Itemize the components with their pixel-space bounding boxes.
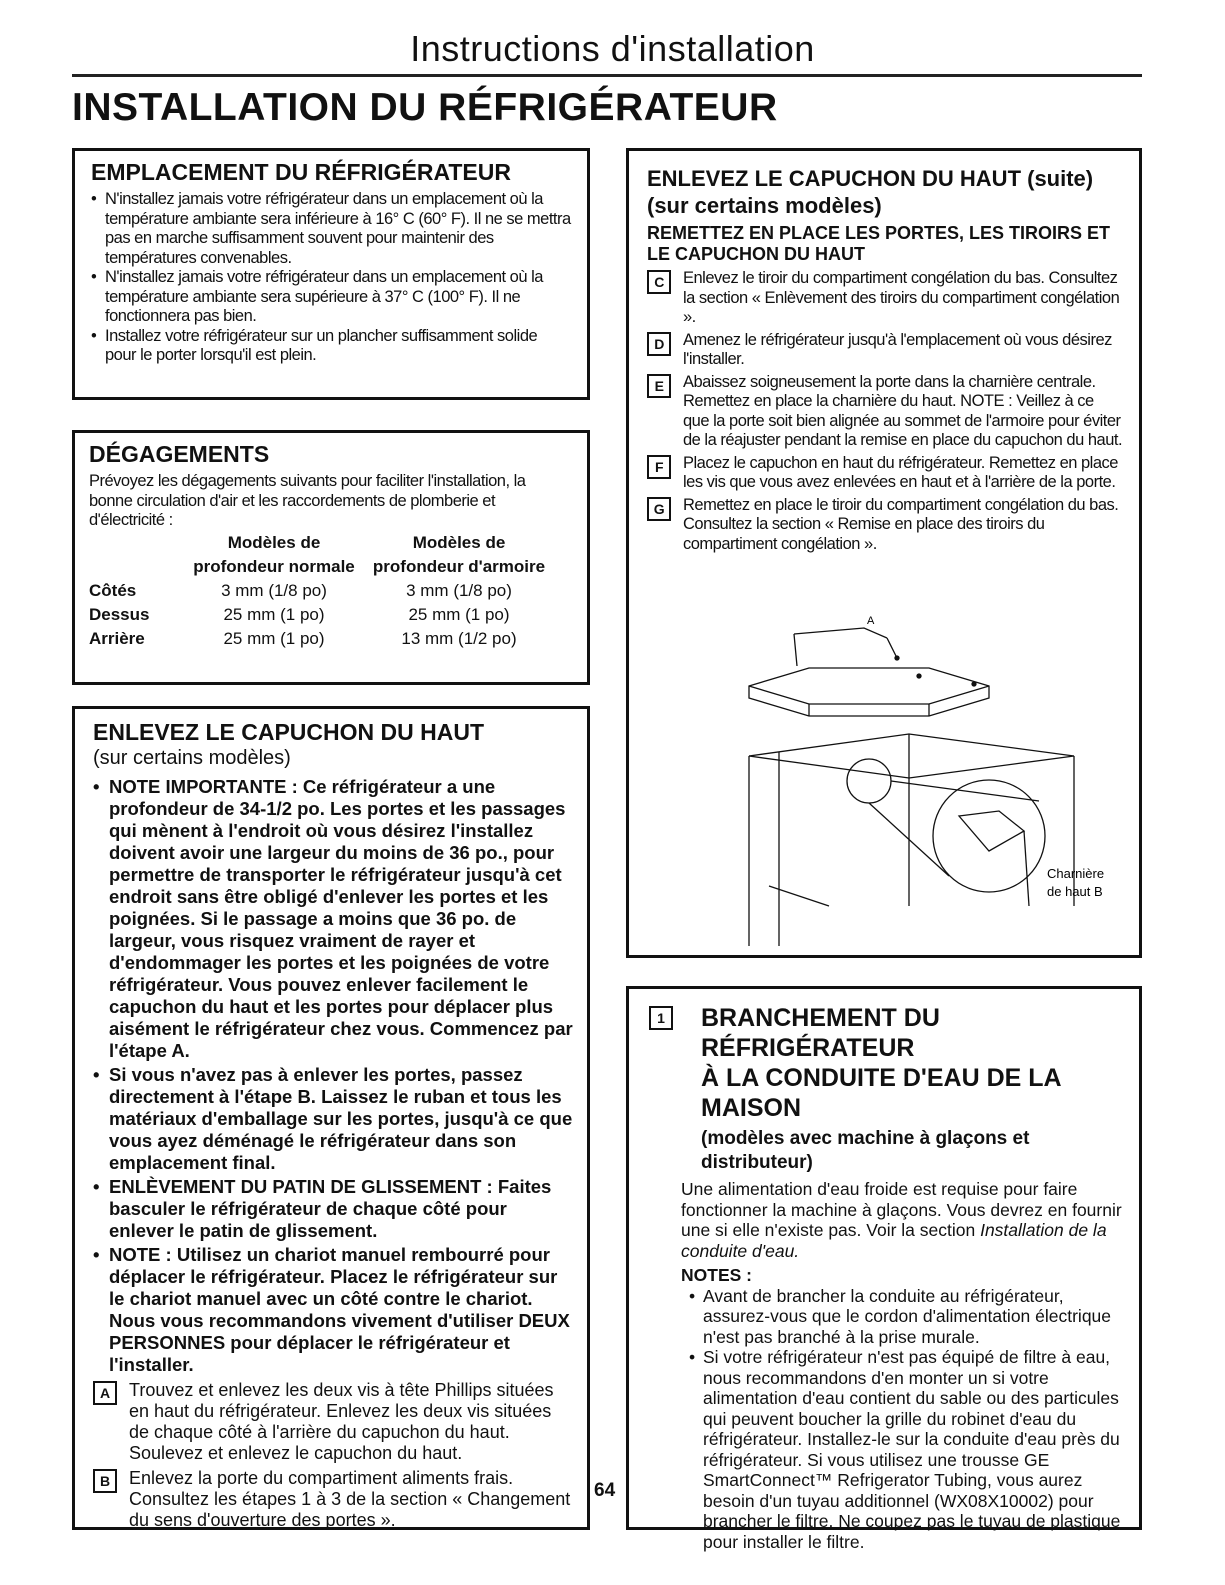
step-letter: A (93, 1381, 117, 1405)
clearances-table (89, 533, 559, 653)
top-cap-continued-box (626, 148, 1142, 958)
col-cabinet-head-2: profondeur d'armoire (372, 556, 546, 576)
water-title-1: BRANCHEMENT DU RÉFRIGÉRATEUR (701, 1004, 940, 1062)
label-hinge-1: Charnière (1047, 866, 1105, 881)
location-title: EMPLACEMENT DU RÉFRIGÉRATEUR (91, 159, 511, 185)
label-hinge-2: de haut B (1047, 884, 1103, 899)
page-number: 64 (594, 1480, 616, 1501)
table-row: Arrière 25 mm (1 po) 13 mm (1/2 po) (89, 628, 517, 648)
step-letter: C (647, 270, 671, 294)
location-box (72, 148, 590, 400)
water-connection-box (626, 986, 1142, 1552)
water-note: • Si votre réfrigérateur n'est pas équipé de filtre à eau, nous recommandons d'en monter un si votre alimentation d'eau contient du sable ou des particules qui peuvent boucher la grille du robinet d'eau du réfrigérateur. Installez-le sur la conduite d'eau près du réfrigérateur. Si vous utilisez une trousse GE SmartConnect™ Refrigerator Tubing, vous aurez besoin d'un tuyau additionnel (WX08X10002) pour brancher le filtre. Ne coupez pas le tuyau de plastique pour installer le filtre. (689, 1347, 1123, 1552)
clearances-box (72, 430, 590, 685)
label-a: A (867, 615, 875, 627)
col-normal-head-1: Modèles de (227, 532, 321, 552)
notes-label: NOTES : (681, 1265, 752, 1285)
water-note: • Avant de brancher la conduite au réfrigérateur, assurez-vous que le cordon d'alimentation électrique n'est pas branché à la prise murale. (689, 1286, 1123, 1348)
clearances-intro: Prévoyez les dégagements suivants pour faciliter l'installation, la bonne circulation d'air et les raccordements de plomberie et d'électricité : (89, 472, 526, 529)
step-letter: B (93, 1469, 117, 1493)
step-e: E Abaissez soigneusement la porte dans la charnière centrale. Remettez en place la charnière du haut. NOTE : Veillez à ce que la porte soit bien alignée au sommet de l'armoire pour éviter de la réajuster pendant la remise en place du capuchon du haut. (647, 373, 1123, 451)
top-cap-bullet: • NOTE : Utilisez un chariot manuel rembourré pour déplacer le réfrigérateur. Placez le réfrigérateur sur le chariot manuel avec un côté contre le chariot. Nous vous recommandons vivement d'utiliser DEUX PERSONNES pour déplacer le réfrigérateur et l'installer. (93, 1244, 573, 1376)
step-b: B Enlevez la porte du compartiment aliments frais. Consultez les étapes 1 à 3 de la section « Changement du sens d'ouverture des portes ». (93, 1468, 573, 1531)
water-title-2: À LA CONDUITE D'EAU DE LA MAISON (701, 1064, 1061, 1122)
clearances-title: DÉGAGEMENTS (89, 441, 270, 467)
water-intro: Une alimentation d'eau froide est requise pour faire fonctionner la machine à glaçons. Vous devrez en fournir une si elle n'existe pas. Voir la section (681, 1179, 1122, 1240)
step-letter: G (647, 497, 671, 521)
page-title: INSTALLATION DU RÉFRIGÉRATEUR (72, 86, 778, 129)
top-cap-title: ENLEVEZ LE CAPUCHON DU HAUT (93, 719, 485, 745)
step-g: G Remettez en place le tiroir du compartiment congélation du bas. Consultez la section « Remise en place des tiroirs du compartiment congélation ». (647, 496, 1123, 555)
location-bullet: • N'installez jamais votre réfrigérateur dans un emplacement où la température ambiante sera inférieure à 16° C (60° F). Il ne se mettra pas en marche suffisamment souvent pour maintenir des températures convenables. (91, 190, 571, 268)
col-normal-head-2: profondeur normale (193, 556, 355, 576)
table-row: Dessus 25 mm (1 po) 25 mm (1 po) (89, 604, 510, 624)
step-d: D Amenez le réfrigérateur jusqu'à l'emplacement où vous désirez l'installer. (647, 331, 1123, 370)
location-bullet: • N'installez jamais votre réfrigérateur dans un emplacement où la température ambiante sera supérieure à 37° C (100° F). Il ne fonctionnera pas bien. (91, 268, 571, 327)
continued-title: ENLEVEZ LE CAPUCHON DU HAUT (suite) (sur certains modèles) (647, 166, 1094, 218)
top-cap-box (72, 706, 590, 1530)
top-cap-subtitle: (sur certains modèles) (93, 747, 291, 769)
step-number: 1 (649, 1006, 673, 1030)
header-rule (72, 74, 1142, 77)
step-a: A Trouvez et enlevez les deux vis à tête Phillips situées en haut du réfrigérateur. Enlevez les deux vis situées de chaque côté à l'arrière du capuchon du haut. Soulevez et enlevez le capuchon du haut. (93, 1380, 573, 1464)
water-intro-link: Installation de la conduite d'eau. (681, 1220, 1107, 1261)
col-cabinet-head-1: Modèles de (412, 532, 506, 552)
step-letter: F (647, 455, 671, 479)
top-cap-bullet: • ENLÈVEMENT DU PATIN DE GLISSEMENT : Faites basculer le réfrigérateur de chaque côté pour enlever le patin de glissement. (93, 1176, 573, 1242)
location-bullet: • Installez votre réfrigérateur sur un plancher suffisamment solide pour le porter lorsqu'il est plein. (91, 327, 571, 366)
step-f: F Placez le capuchon en haut du réfrigérateur. Remettez en place les vis que vous avez enlevées en haut et à l'arrière de la porte. (647, 454, 1123, 493)
step-c: C Enlevez le tiroir du compartiment congélation du bas. Consultez la section « Enlèvement des tiroirs du compartiment congélation ». (647, 269, 1123, 328)
section-header: Instructions d'installation (410, 28, 815, 69)
step-letter: D (647, 332, 671, 356)
table-row: Côtés 3 mm (1/8 po) 3 mm (1/8 po) (89, 580, 512, 600)
top-cap-illustration (629, 606, 1139, 951)
step-letter: E (647, 374, 671, 398)
top-cap-bullet: • Si vous n'avez pas à enlever les portes, passez directement à l'étape B. Laissez le ruban et tous les matériaux d'emballage sur les portes, jusqu'à ce que vous ayez déménagé le réfrigérateur dans son emplacement final. (93, 1064, 573, 1174)
top-cap-bullet: • NOTE IMPORTANTE : Ce réfrigérateur a une profondeur de 34-1/2 po. Les portes et les passages qui mènent à l'endroit où vous désirez l'installez doivent avoir une largeur du moins de 36 po., pour permettre de transporter le réfrigérateur jusqu'à cet endroit sans être obligé d'enlever les portes et les poignées. Si le passage a moins que 36 po. de largeur, vous risquez vraiment de rayer et d'endommager les portes et les poignées de votre réfrigérateur. Vous pouvez enlever facilement le capuchon du haut et les portes pour déplacer plus aisément le réfrigérateur chez vous. Commencez par l'étape A. (93, 776, 573, 1062)
continued-subtitle: REMETTEZ EN PLACE LES PORTES, LES TIROIRS ET LE CAPUCHON DU HAUT (647, 223, 1111, 264)
water-subtitle: (modèles avec machine à glaçons et distributeur) (701, 1128, 1030, 1173)
